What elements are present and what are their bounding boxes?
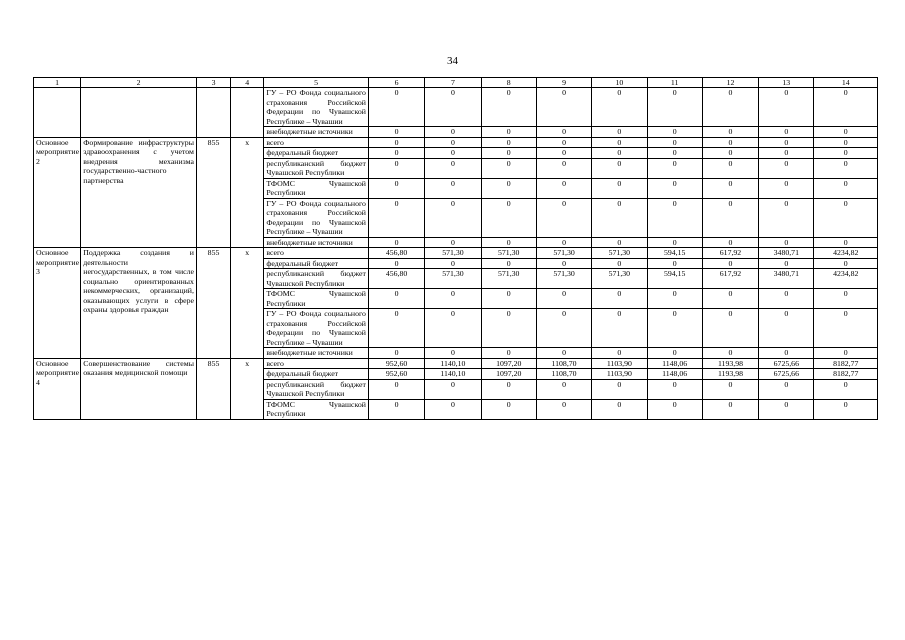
- value-cell: 8182,77: [814, 358, 878, 369]
- value-cell: 0: [481, 178, 536, 198]
- value-cell: 0: [425, 309, 481, 348]
- value-cell: 0: [759, 237, 814, 248]
- value-cell: 0: [702, 137, 758, 148]
- funding-source: ГУ – РО Фонда социального страхования Российской Федерации по Чувашской Республике – Чувашии: [264, 198, 369, 237]
- funding-source: всего: [264, 248, 369, 259]
- value-cell: 0: [368, 148, 424, 159]
- responsible-code: [196, 88, 230, 138]
- value-cell: 0: [759, 309, 814, 348]
- value-cell: 0: [759, 348, 814, 359]
- value-cell: 0: [368, 88, 424, 127]
- value-cell: 0: [481, 399, 536, 419]
- value-cell: 0: [592, 88, 647, 127]
- column-number: 6: [368, 78, 424, 88]
- column-number: 11: [647, 78, 702, 88]
- value-cell: 0: [814, 237, 878, 248]
- value-cell: 0: [759, 379, 814, 399]
- value-cell: 0: [536, 158, 591, 178]
- value-cell: 0: [536, 348, 591, 359]
- value-cell: 0: [592, 348, 647, 359]
- value-cell: 0: [425, 198, 481, 237]
- funding-source: ТФОМС Чувашской Республики: [264, 399, 369, 419]
- mark-cell: х: [231, 358, 264, 419]
- value-cell: 0: [368, 399, 424, 419]
- value-cell: 952,60: [368, 358, 424, 369]
- value-cell: 1108,70: [536, 358, 591, 369]
- measure-name: Основное мероприятие 3: [34, 248, 81, 359]
- funding-source: внебюджетные источники: [264, 348, 369, 359]
- value-cell: 0: [814, 379, 878, 399]
- value-cell: 952,60: [368, 369, 424, 380]
- value-cell: 0: [592, 379, 647, 399]
- value-cell: 571,30: [481, 248, 536, 259]
- value-cell: 0: [814, 88, 878, 127]
- funding-source: внебюджетные источники: [264, 237, 369, 248]
- measure-description: Поддержка создания и деятельности негосударственных, в том числе социально ориентированных некоммерческих, организаций, оказывающих услуги в сфере охраны здоровья граждан: [81, 248, 197, 359]
- value-cell: 0: [425, 289, 481, 309]
- value-cell: 0: [368, 137, 424, 148]
- value-cell: 1140,10: [425, 358, 481, 369]
- value-cell: 0: [814, 289, 878, 309]
- value-cell: 0: [592, 258, 647, 269]
- value-cell: 0: [592, 178, 647, 198]
- value-cell: 456,80: [368, 269, 424, 289]
- value-cell: 0: [425, 148, 481, 159]
- value-cell: 0: [702, 158, 758, 178]
- value-cell: 0: [814, 127, 878, 138]
- value-cell: 3480,71: [759, 269, 814, 289]
- value-cell: 1148,06: [647, 358, 702, 369]
- value-cell: 0: [759, 289, 814, 309]
- table-body: [34, 78, 878, 420]
- value-cell: 571,30: [536, 269, 591, 289]
- value-cell: 617,92: [702, 269, 758, 289]
- value-cell: 0: [481, 137, 536, 148]
- mark-cell: х: [231, 137, 264, 248]
- value-cell: 0: [536, 88, 591, 127]
- column-number-row: [34, 78, 878, 88]
- value-cell: 0: [702, 289, 758, 309]
- value-cell: 0: [536, 289, 591, 309]
- value-cell: 0: [759, 88, 814, 127]
- value-cell: 0: [425, 237, 481, 248]
- value-cell: 0: [647, 137, 702, 148]
- value-cell: 0: [702, 178, 758, 198]
- value-cell: 0: [425, 379, 481, 399]
- measure-description: Формирование инфраструктуры здравоохранения с учетом внедрения механизма государственно-частного партнерства: [81, 137, 197, 248]
- value-cell: 0: [759, 137, 814, 148]
- value-cell: 0: [814, 309, 878, 348]
- value-cell: 571,30: [592, 269, 647, 289]
- value-cell: 0: [368, 158, 424, 178]
- value-cell: 0: [647, 289, 702, 309]
- value-cell: 6725,66: [759, 358, 814, 369]
- value-cell: 0: [814, 399, 878, 419]
- funding-source: внебюджетные источники: [264, 127, 369, 138]
- responsible-code: 855: [196, 358, 230, 419]
- value-cell: 0: [536, 137, 591, 148]
- value-cell: 0: [647, 158, 702, 178]
- value-cell: 0: [481, 258, 536, 269]
- value-cell: 4234,82: [814, 269, 878, 289]
- value-cell: 0: [592, 158, 647, 178]
- mark-cell: [231, 88, 264, 138]
- value-cell: 0: [425, 348, 481, 359]
- value-cell: 0: [481, 309, 536, 348]
- value-cell: 0: [536, 309, 591, 348]
- page-number: 34: [447, 55, 458, 67]
- value-cell: 0: [759, 178, 814, 198]
- value-cell: 0: [702, 309, 758, 348]
- column-number: 12: [702, 78, 758, 88]
- value-cell: 0: [481, 237, 536, 248]
- responsible-code: 855: [196, 248, 230, 359]
- financing-table: [33, 77, 878, 420]
- value-cell: 0: [702, 379, 758, 399]
- column-number: 14: [814, 78, 878, 88]
- value-cell: 4234,82: [814, 248, 878, 259]
- value-cell: 0: [647, 309, 702, 348]
- value-cell: 571,30: [536, 248, 591, 259]
- funding-source: республиканский бюджет Чувашской Республики: [264, 269, 369, 289]
- table-row: [34, 248, 878, 259]
- value-cell: 1103,90: [592, 369, 647, 380]
- value-cell: 0: [592, 309, 647, 348]
- column-number: 4: [231, 78, 264, 88]
- value-cell: 0: [425, 158, 481, 178]
- value-cell: 0: [592, 237, 647, 248]
- value-cell: 0: [814, 158, 878, 178]
- value-cell: 0: [647, 127, 702, 138]
- mark-cell: х: [231, 248, 264, 359]
- funding-source: республиканский бюджет Чувашской Республики: [264, 379, 369, 399]
- value-cell: 0: [425, 399, 481, 419]
- value-cell: 1097,20: [481, 358, 536, 369]
- value-cell: 0: [536, 178, 591, 198]
- value-cell: 0: [368, 237, 424, 248]
- value-cell: 0: [759, 258, 814, 269]
- funding-source: ГУ – РО Фонда социального страхования Российской Федерации по Чувашской Республике – Чувашии: [264, 88, 369, 127]
- column-number: 3: [196, 78, 230, 88]
- value-cell: 0: [702, 198, 758, 237]
- value-cell: 0: [814, 258, 878, 269]
- value-cell: 594,15: [647, 248, 702, 259]
- value-cell: 0: [481, 127, 536, 138]
- column-number: 5: [264, 78, 369, 88]
- value-cell: 594,15: [647, 269, 702, 289]
- value-cell: 0: [592, 198, 647, 237]
- value-cell: 0: [759, 158, 814, 178]
- measure-description: [81, 88, 197, 138]
- value-cell: 8182,77: [814, 369, 878, 380]
- value-cell: 0: [647, 237, 702, 248]
- value-cell: 571,30: [592, 248, 647, 259]
- funding-source: федеральный бюджет: [264, 258, 369, 269]
- value-cell: 1103,90: [592, 358, 647, 369]
- value-cell: 0: [647, 399, 702, 419]
- funding-source: федеральный бюджет: [264, 369, 369, 380]
- value-cell: 0: [592, 137, 647, 148]
- value-cell: 0: [702, 348, 758, 359]
- value-cell: 1140,10: [425, 369, 481, 380]
- measure-description: Совершенствование системы оказания медицинской помощи: [81, 358, 197, 419]
- value-cell: 0: [368, 289, 424, 309]
- value-cell: 0: [481, 348, 536, 359]
- value-cell: 456,80: [368, 248, 424, 259]
- value-cell: 1193,98: [702, 369, 758, 380]
- value-cell: 571,30: [481, 269, 536, 289]
- value-cell: 0: [759, 198, 814, 237]
- value-cell: 571,30: [425, 269, 481, 289]
- value-cell: 0: [814, 178, 878, 198]
- column-number: 1: [34, 78, 81, 88]
- funding-source: всего: [264, 137, 369, 148]
- value-cell: 0: [481, 158, 536, 178]
- value-cell: 1193,98: [702, 358, 758, 369]
- column-number: 8: [481, 78, 536, 88]
- funding-source: всего: [264, 358, 369, 369]
- value-cell: 0: [647, 148, 702, 159]
- value-cell: 0: [536, 379, 591, 399]
- value-cell: 0: [647, 258, 702, 269]
- column-number: 2: [81, 78, 197, 88]
- value-cell: 0: [647, 379, 702, 399]
- value-cell: 0: [536, 237, 591, 248]
- value-cell: 0: [425, 258, 481, 269]
- value-cell: 0: [592, 148, 647, 159]
- value-cell: 1148,06: [647, 369, 702, 380]
- funding-source: ТФОМС Чувашской Республики: [264, 289, 369, 309]
- value-cell: 0: [481, 198, 536, 237]
- responsible-code: 855: [196, 137, 230, 248]
- value-cell: 1097,20: [481, 369, 536, 380]
- value-cell: 0: [592, 399, 647, 419]
- value-cell: 0: [759, 148, 814, 159]
- value-cell: 0: [592, 127, 647, 138]
- value-cell: 0: [702, 399, 758, 419]
- measure-name: Основное мероприятие 2: [34, 137, 81, 248]
- funding-source: республиканский бюджет Чувашской Республики: [264, 158, 369, 178]
- measure-name: Основное мероприятие 4: [34, 358, 81, 419]
- value-cell: 0: [759, 399, 814, 419]
- value-cell: 0: [536, 127, 591, 138]
- value-cell: 0: [425, 178, 481, 198]
- value-cell: 0: [368, 198, 424, 237]
- value-cell: 1108,70: [536, 369, 591, 380]
- value-cell: 0: [481, 289, 536, 309]
- value-cell: 0: [592, 289, 647, 309]
- value-cell: 3480,71: [759, 248, 814, 259]
- value-cell: 0: [702, 258, 758, 269]
- value-cell: 571,30: [425, 248, 481, 259]
- column-number: 13: [759, 78, 814, 88]
- value-cell: 0: [425, 137, 481, 148]
- value-cell: 0: [481, 88, 536, 127]
- value-cell: 0: [814, 198, 878, 237]
- column-number: 10: [592, 78, 647, 88]
- value-cell: 0: [647, 348, 702, 359]
- value-cell: 617,92: [702, 248, 758, 259]
- table-row: [34, 358, 878, 369]
- value-cell: 0: [647, 198, 702, 237]
- value-cell: 0: [759, 127, 814, 138]
- value-cell: 0: [702, 148, 758, 159]
- funding-source: ГУ – РО Фонда социального страхования Российской Федерации по Чувашской Республике – Чувашии: [264, 309, 369, 348]
- value-cell: 0: [702, 237, 758, 248]
- value-cell: 0: [481, 148, 536, 159]
- value-cell: 0: [536, 258, 591, 269]
- funding-source: ТФОМС Чувашской Республики: [264, 178, 369, 198]
- value-cell: 0: [536, 148, 591, 159]
- value-cell: 0: [702, 127, 758, 138]
- table-row: [34, 88, 878, 127]
- value-cell: 0: [368, 127, 424, 138]
- value-cell: 0: [368, 178, 424, 198]
- measure-name: [34, 88, 81, 138]
- value-cell: 0: [368, 379, 424, 399]
- column-number: 7: [425, 78, 481, 88]
- value-cell: 0: [814, 137, 878, 148]
- value-cell: 0: [647, 178, 702, 198]
- value-cell: 0: [536, 198, 591, 237]
- funding-source: федеральный бюджет: [264, 148, 369, 159]
- value-cell: 0: [647, 88, 702, 127]
- value-cell: 0: [368, 258, 424, 269]
- value-cell: 0: [425, 127, 481, 138]
- value-cell: 0: [368, 348, 424, 359]
- value-cell: 0: [536, 399, 591, 419]
- value-cell: 0: [368, 309, 424, 348]
- value-cell: 6725,66: [759, 369, 814, 380]
- value-cell: 0: [702, 88, 758, 127]
- value-cell: 0: [814, 348, 878, 359]
- value-cell: 0: [481, 379, 536, 399]
- column-number: 9: [536, 78, 591, 88]
- table-row: [34, 137, 878, 148]
- value-cell: 0: [425, 88, 481, 127]
- value-cell: 0: [814, 148, 878, 159]
